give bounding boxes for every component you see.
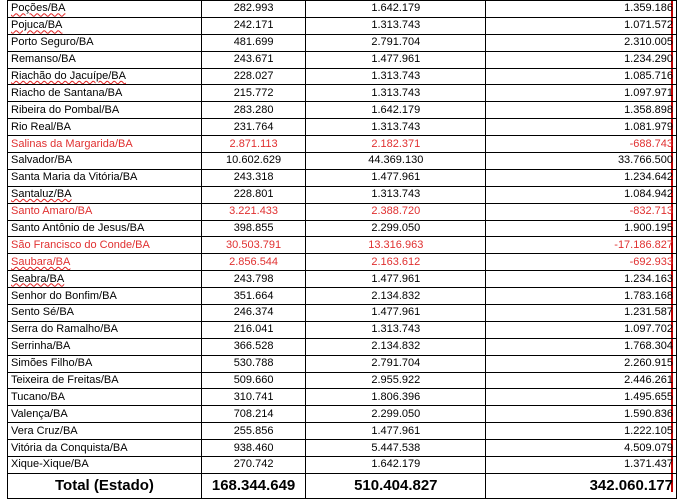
value-cell-2: 2.134.832 [306, 338, 486, 355]
table-row [8, 440, 677, 457]
value-cell-2: 2.955.922 [306, 372, 486, 389]
table-row [8, 17, 677, 34]
value-cell-2: 1.313.743 [306, 85, 486, 102]
municipality-cell: Porto Seguro/BA [8, 34, 202, 51]
table-row [8, 136, 677, 153]
table-row [8, 1, 677, 18]
table-row [8, 423, 677, 440]
value-cell-1: 708.214 [201, 406, 305, 423]
table-row [8, 119, 677, 136]
value-cell-2: 2.182.371 [306, 136, 486, 153]
value-cell-3: 1.097.702 [486, 321, 677, 338]
value-cell-1: 10.602.629 [201, 153, 305, 170]
value-cell-3: 1.359.186 [486, 1, 677, 18]
total-row [8, 473, 677, 498]
municipality-cell: Serra do Ramalho/BA [8, 321, 202, 338]
value-cell-2: 5.447.538 [306, 440, 486, 457]
value-cell-2: 1.477.961 [306, 51, 486, 68]
table-row [8, 51, 677, 68]
total-label: Total (Estado) [8, 473, 202, 498]
value-cell-2: 2.134.832 [306, 288, 486, 305]
value-cell-1: 215.772 [201, 85, 305, 102]
value-cell-1: 228.801 [201, 186, 305, 203]
table-row [8, 338, 677, 355]
municipality-cell: Salvador/BA [8, 153, 202, 170]
table-row [8, 406, 677, 423]
total-value-1: 168.344.649 [201, 473, 305, 498]
value-cell-3: 33.766.500 [486, 153, 677, 170]
value-cell-3: 1.234.642 [486, 169, 677, 186]
data-table [7, 0, 677, 499]
value-cell-1: 231.764 [201, 119, 305, 136]
value-cell-1: 246.374 [201, 305, 305, 322]
value-cell-1: 270.742 [201, 457, 305, 474]
value-cell-3: 1.097.971 [486, 85, 677, 102]
value-cell-1: 351.664 [201, 288, 305, 305]
municipality-cell: Rio Real/BA [8, 119, 202, 136]
total-value-3: 342.060.177 [486, 473, 677, 498]
municipality-cell: Saubara/BA [8, 254, 202, 271]
value-cell-2: 13.316.963 [306, 237, 486, 254]
value-cell-1: 228.027 [201, 68, 305, 85]
value-cell-2: 2.791.704 [306, 355, 486, 372]
value-cell-3: 1.900.195 [486, 220, 677, 237]
value-cell-1: 509.660 [201, 372, 305, 389]
table-body [8, 1, 677, 474]
value-cell-2: 1.477.961 [306, 169, 486, 186]
value-cell-2: 1.313.743 [306, 68, 486, 85]
value-cell-2: 1.313.743 [306, 321, 486, 338]
municipality-cell: Santa Maria da Vitória/BA [8, 169, 202, 186]
value-cell-3: 1.371.437 [486, 457, 677, 474]
value-cell-1: 30.503.791 [201, 237, 305, 254]
municipality-cell: São Francisco do Conde/BA [8, 237, 202, 254]
value-cell-3: 1.084.942 [486, 186, 677, 203]
table-row [8, 237, 677, 254]
value-cell-3: -832.713 [486, 203, 677, 220]
table-row [8, 186, 677, 203]
value-cell-1: 481.699 [201, 34, 305, 51]
value-cell-1: 283.280 [201, 102, 305, 119]
municipality-cell: Teixeira de Freitas/BA [8, 372, 202, 389]
total-value-2: 510.404.827 [306, 473, 486, 498]
value-cell-2: 2.163.612 [306, 254, 486, 271]
municipality-cell: Vitória da Conquista/BA [8, 440, 202, 457]
value-cell-3: -17.186.827 [486, 237, 677, 254]
value-cell-3: 2.446.261 [486, 372, 677, 389]
municipality-cell: Poções/BA [8, 1, 202, 18]
municipality-cell: Xique-Xique/BA [8, 457, 202, 474]
table-row [8, 203, 677, 220]
value-cell-3: -692.933 [486, 254, 677, 271]
value-cell-3: 4.509.079 [486, 440, 677, 457]
value-cell-3: 1.222.105 [486, 423, 677, 440]
value-cell-3: 1.085.716 [486, 68, 677, 85]
value-cell-1: 398.855 [201, 220, 305, 237]
table-row [8, 355, 677, 372]
value-cell-3: 1.783.168 [486, 288, 677, 305]
municipality-cell: Santo Amaro/BA [8, 203, 202, 220]
municipality-cell: Santo Antônio de Jesus/BA [8, 220, 202, 237]
value-cell-3: 1.590.836 [486, 406, 677, 423]
municipality-cell: Ribeira do Pombal/BA [8, 102, 202, 119]
value-cell-2: 1.642.179 [306, 102, 486, 119]
value-cell-1: 243.671 [201, 51, 305, 68]
value-cell-2: 2.299.050 [306, 406, 486, 423]
municipality-cell: Santaluz/BA [8, 186, 202, 203]
municipality-cell: Senhor do Bonfim/BA [8, 288, 202, 305]
value-cell-1: 310.741 [201, 389, 305, 406]
value-cell-1: 255.856 [201, 423, 305, 440]
municipality-cell: Salinas da Margarida/BA [8, 136, 202, 153]
value-cell-1: 530.788 [201, 355, 305, 372]
value-cell-1: 2.856.544 [201, 254, 305, 271]
value-cell-2: 1.313.743 [306, 119, 486, 136]
value-cell-2: 1.477.961 [306, 271, 486, 288]
table-row [8, 169, 677, 186]
table-row [8, 305, 677, 322]
table-row [8, 153, 677, 170]
value-cell-3: 1.495.655 [486, 389, 677, 406]
municipality-cell: Tucano/BA [8, 389, 202, 406]
table-row [8, 85, 677, 102]
municipality-cell: Sento Sé/BA [8, 305, 202, 322]
table-row [8, 321, 677, 338]
value-cell-2: 1.642.179 [306, 457, 486, 474]
value-cell-2: 1.313.743 [306, 17, 486, 34]
value-cell-3: 1.768.304 [486, 338, 677, 355]
table-row [8, 372, 677, 389]
municipality-cell: Pojuca/BA [8, 17, 202, 34]
value-cell-2: 2.299.050 [306, 220, 486, 237]
value-cell-1: 242.171 [201, 17, 305, 34]
value-cell-2: 2.791.704 [306, 34, 486, 51]
value-cell-3: -688.743 [486, 136, 677, 153]
table-row [8, 271, 677, 288]
value-cell-2: 1.477.961 [306, 423, 486, 440]
value-cell-1: 366.528 [201, 338, 305, 355]
value-cell-3: 1.358.898 [486, 102, 677, 119]
table-row [8, 288, 677, 305]
value-cell-3: 1.234.290 [486, 51, 677, 68]
municipality-cell: Serrinha/BA [8, 338, 202, 355]
value-cell-1: 2.871.113 [201, 136, 305, 153]
table-row [8, 220, 677, 237]
municipality-cell: Valença/BA [8, 406, 202, 423]
value-cell-1: 243.798 [201, 271, 305, 288]
municipality-cell: Riacho de Santana/BA [8, 85, 202, 102]
table-row [8, 68, 677, 85]
municipality-cell: Seabra/BA [8, 271, 202, 288]
value-cell-2: 1.313.743 [306, 186, 486, 203]
value-cell-1: 938.460 [201, 440, 305, 457]
table-row [8, 457, 677, 474]
value-cell-3: 1.071.572 [486, 17, 677, 34]
table-row [8, 34, 677, 51]
table-row [8, 254, 677, 271]
table-row [8, 102, 677, 119]
value-cell-1: 243.318 [201, 169, 305, 186]
value-cell-3: 2.310.005 [486, 34, 677, 51]
value-cell-1: 282.993 [201, 1, 305, 18]
value-cell-1: 3.221.433 [201, 203, 305, 220]
municipality-cell: Remanso/BA [8, 51, 202, 68]
value-cell-2: 1.477.961 [306, 305, 486, 322]
value-cell-3: 1.234.163 [486, 271, 677, 288]
value-cell-2: 2.388.720 [306, 203, 486, 220]
municipality-cell: Riachão do Jacuípe/BA [8, 68, 202, 85]
table-row [8, 389, 677, 406]
municipality-cell: Vera Cruz/BA [8, 423, 202, 440]
municipality-cell: Simões Filho/BA [8, 355, 202, 372]
value-cell-2: 1.806.396 [306, 389, 486, 406]
value-cell-1: 216.041 [201, 321, 305, 338]
value-cell-2: 44.369.130 [306, 153, 486, 170]
value-cell-3: 2.260.915 [486, 355, 677, 372]
value-cell-3: 1.231.587 [486, 305, 677, 322]
value-cell-2: 1.642.179 [306, 1, 486, 18]
value-cell-3: 1.081.979 [486, 119, 677, 136]
